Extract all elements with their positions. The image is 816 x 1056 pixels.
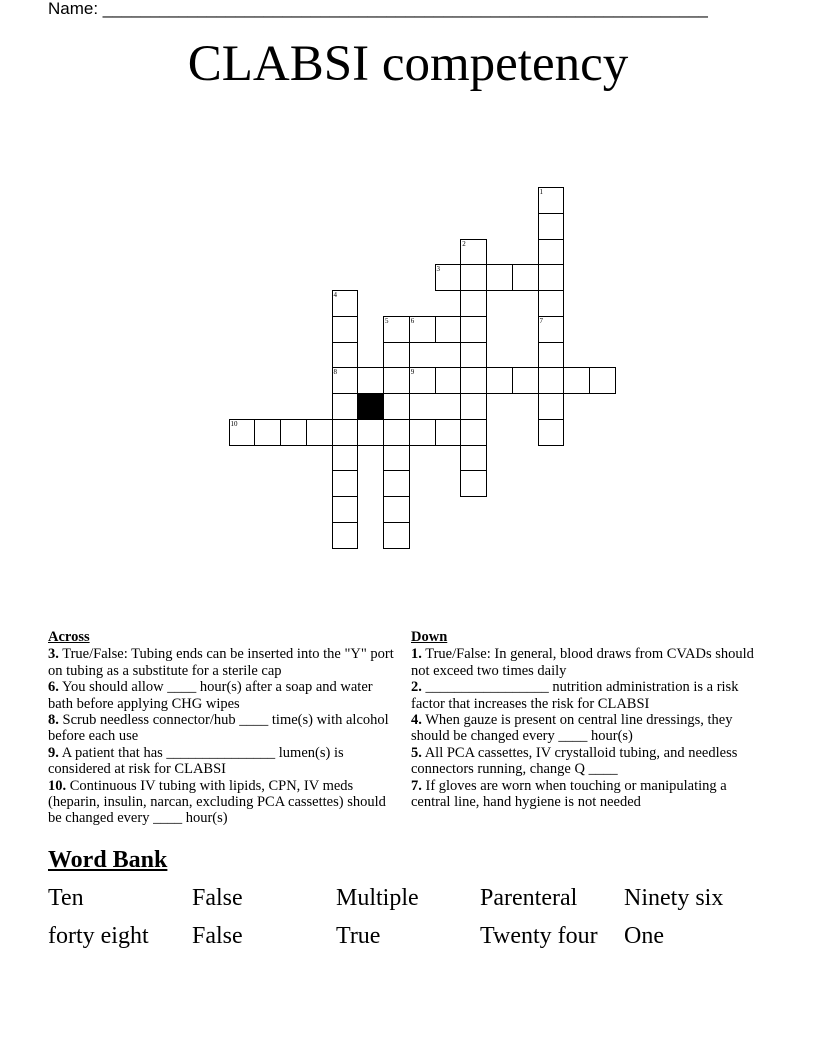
clue-number: 10	[230, 419, 238, 428]
crossword-cell[interactable]	[357, 367, 384, 394]
down-clues	[411, 629, 761, 810]
clue-number: 9	[410, 368, 415, 377]
word-bank-item: Multiple	[336, 885, 419, 911]
crossword-cell[interactable]	[460, 393, 487, 420]
crossword-cell[interactable]	[460, 290, 487, 317]
crossword-cell[interactable]	[332, 367, 359, 394]
crossword-cell[interactable]	[332, 316, 359, 343]
crossword-cell[interactable]	[332, 342, 359, 369]
crossword-cell[interactable]	[460, 445, 487, 472]
crossword-cell[interactable]	[383, 496, 410, 523]
crossword-cell[interactable]	[332, 419, 359, 446]
crossword-cell[interactable]	[409, 367, 436, 394]
word-bank-item: Ten	[48, 885, 84, 911]
word-bank-item: forty eight	[48, 923, 149, 949]
crossword-cell[interactable]	[409, 316, 436, 343]
word-bank-item: Parenteral	[480, 885, 578, 911]
word-bank-item: True	[336, 923, 381, 949]
clue-number: 1	[539, 188, 543, 196]
word-bank-item: Twenty four	[480, 923, 598, 949]
crossword-cell[interactable]	[383, 445, 410, 472]
crossword-cell[interactable]	[460, 419, 487, 446]
crossword-cell[interactable]	[332, 393, 359, 420]
crossword-cell[interactable]	[460, 470, 487, 497]
word-bank-item: False	[192, 885, 243, 911]
crossword-cell[interactable]	[409, 419, 436, 446]
clue-number: 5	[385, 316, 389, 325]
crossword-cell[interactable]	[538, 342, 565, 369]
clue-number: 7	[539, 316, 543, 325]
crossword-cell[interactable]	[383, 367, 410, 394]
clue-across-10: 10. Continuous IV tubing with lipids, CPN, IV meds (heparin, insulin, narcan, excluding PCA cassettes) should be changed every ____ hour(s)	[48, 777, 386, 827]
clue-number: 3	[436, 265, 440, 274]
crossword-cell[interactable]	[486, 367, 513, 394]
word-bank-title: Word Bank	[48, 847, 168, 873]
crossword-cell[interactable]	[435, 367, 462, 394]
clue-number: 8	[333, 368, 337, 377]
crossword-cell[interactable]	[332, 445, 359, 472]
crossword-cell[interactable]	[332, 290, 359, 317]
crossword-cell[interactable]	[229, 419, 256, 446]
crossword-cell[interactable]	[538, 264, 565, 291]
crossword-cell[interactable]	[538, 290, 565, 317]
clue-down-5: 5. All PCA cassettes, IV crystalloid tubing, and needless connectors running, change Q ____	[411, 744, 738, 778]
crossword-cell[interactable]	[460, 342, 487, 369]
crossword-cell[interactable]	[460, 264, 487, 291]
crossword-black-cell	[357, 393, 384, 420]
crossword-cell[interactable]	[460, 239, 487, 266]
crossword-cell[interactable]	[383, 342, 410, 369]
crossword-cell[interactable]	[383, 522, 410, 549]
crossword-cell[interactable]	[460, 367, 487, 394]
clue-number: 2	[462, 239, 466, 248]
crossword-cell[interactable]	[254, 419, 281, 446]
page-title: CLABSI competency	[187, 36, 629, 92]
clue-down-1: 1. True/False: In general, blood draws from CVADs should not exceed two times daily	[411, 646, 754, 679]
crossword-cell[interactable]	[538, 367, 565, 394]
crossword-cell[interactable]	[512, 264, 539, 291]
clue-down-7: 7. If gloves are worn when touching or manipulating a central line, hand hygiene is not needed	[411, 777, 727, 811]
crossword-cell[interactable]	[538, 393, 565, 420]
clue-across-8: 8. Scrub needless connector/hub ____ time(s) with alcohol before each use	[48, 712, 389, 745]
crossword-cell[interactable]	[357, 419, 384, 446]
crossword-cell[interactable]	[383, 470, 410, 497]
crossword-cell[interactable]	[332, 496, 359, 523]
crossword-cell[interactable]	[538, 239, 565, 266]
word-bank-item: False	[192, 923, 243, 949]
clue-down-2: 2. _________________ nutrition administration is a risk factor that increases the risk for CLABSI	[411, 679, 739, 712]
crossword-cell[interactable]	[538, 213, 565, 240]
crossword-cell[interactable]	[435, 316, 462, 343]
crossword-cell[interactable]	[306, 419, 333, 446]
word-bank-item: One	[624, 923, 664, 949]
crossword-cell[interactable]	[435, 264, 462, 291]
clue-number: 6	[410, 316, 415, 325]
crossword-cell[interactable]	[435, 419, 462, 446]
clue-across-9: 9. A patient that has _______________ lumen(s) is considered at risk for CLABSI	[48, 744, 344, 778]
crossword-cell[interactable]	[332, 470, 359, 497]
word-bank-item: Ninety six	[624, 885, 724, 911]
crossword-cell[interactable]	[332, 522, 359, 549]
clue-across-6: 6. You should allow ____ hour(s) after a soap and water bath before applying CHG wipes	[48, 679, 373, 712]
crossword-cell[interactable]	[563, 367, 590, 394]
crossword-cell[interactable]	[383, 393, 410, 420]
crossword-cell[interactable]	[486, 264, 513, 291]
across-heading: Across	[48, 629, 90, 645]
clue-down-4: 4. When gauze is present on central line dressings, they should be changed every ____ hour(s)	[411, 712, 733, 745]
crossword-cell[interactable]	[538, 187, 565, 214]
across-clues	[48, 629, 398, 827]
down-heading: Down	[411, 629, 448, 645]
crossword-cell[interactable]	[538, 419, 565, 446]
crossword-cell[interactable]	[589, 367, 616, 394]
crossword-cell[interactable]	[383, 419, 410, 446]
crossword-cell[interactable]	[280, 419, 307, 446]
clue-number: 4	[333, 291, 337, 299]
crossword-cell[interactable]	[538, 316, 565, 343]
clue-across-3: 3. True/False: Tubing ends can be inserted into the "Y" port on tubing as a substitute for a sterile cap	[48, 646, 394, 679]
crossword-cell[interactable]	[460, 316, 487, 343]
name-field[interactable]: Name: ________________________________________________________________	[48, 0, 708, 18]
crossword-cell[interactable]	[383, 316, 410, 343]
crossword-cell[interactable]	[512, 367, 539, 394]
